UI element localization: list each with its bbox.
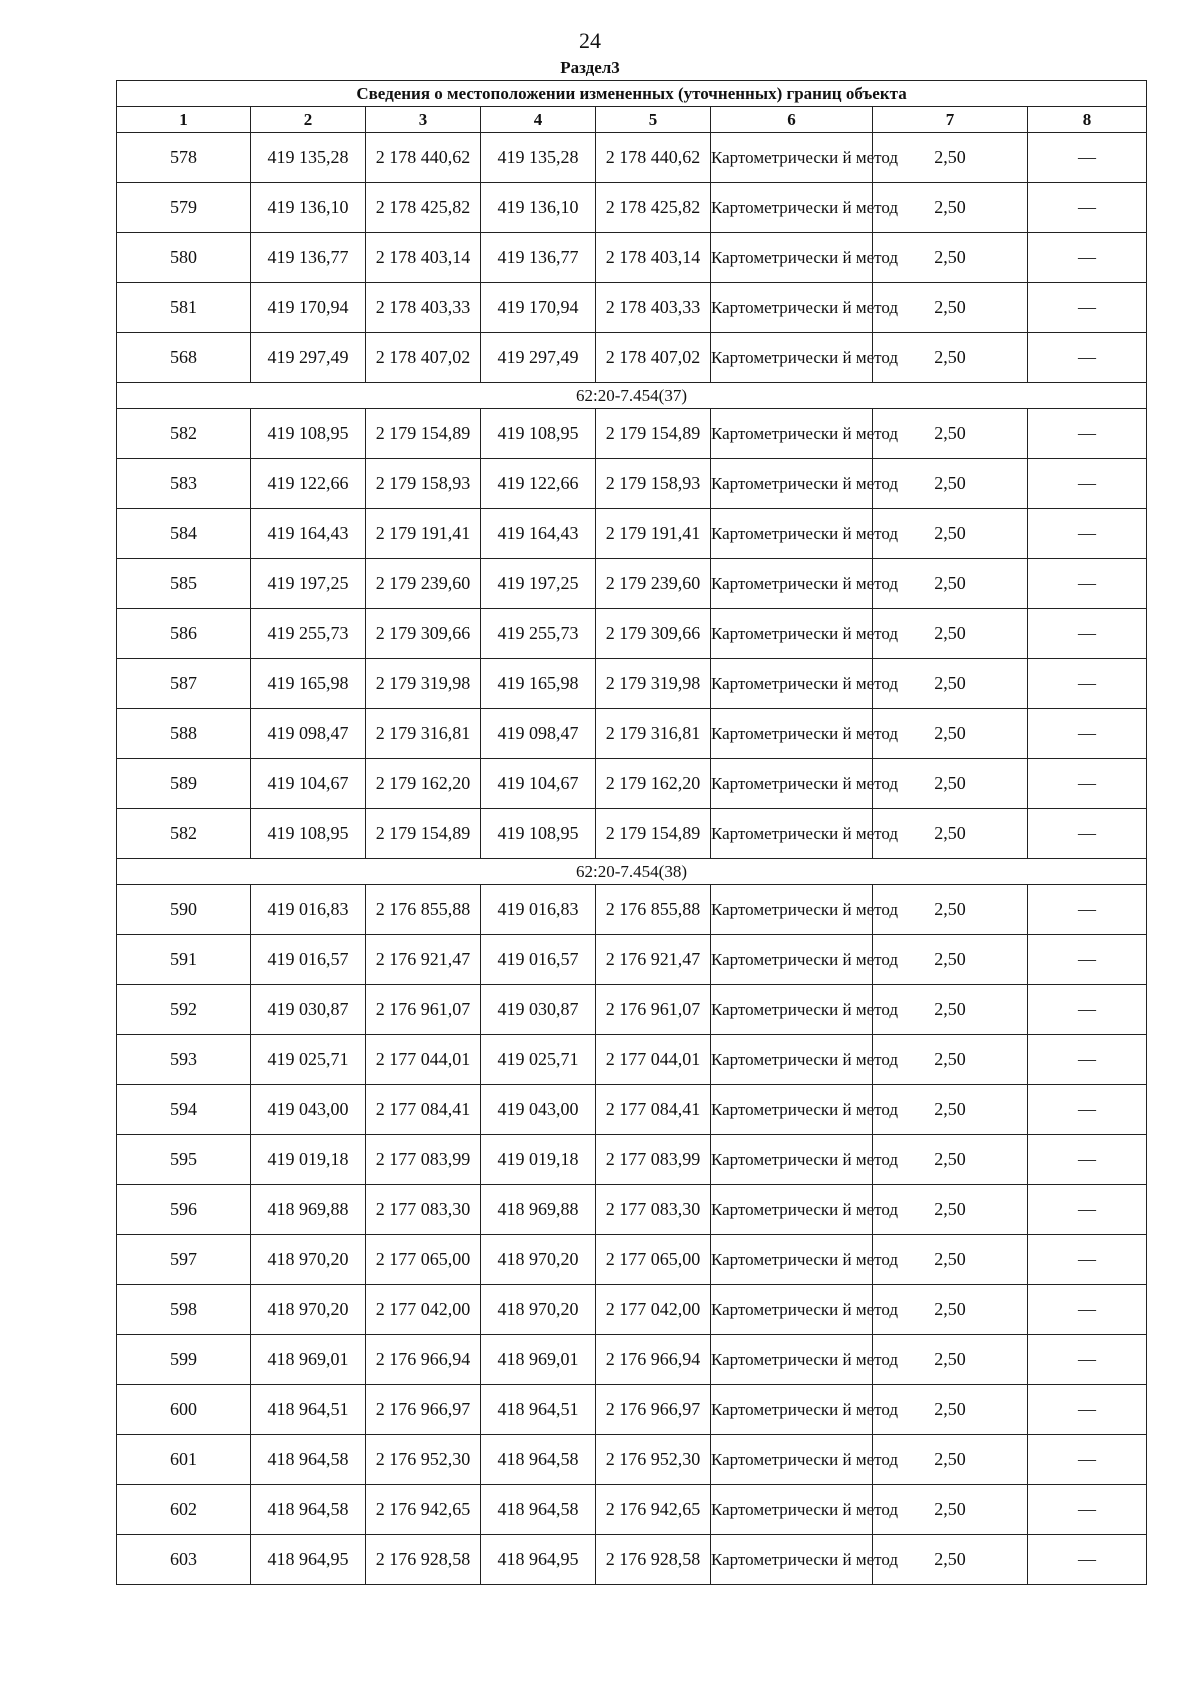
- note-cell: —: [1028, 1285, 1147, 1335]
- y-coord-new-cell: 2 178 425,82: [596, 183, 711, 233]
- point-number-cell: 584: [117, 509, 251, 559]
- accuracy-cell: 2,50: [873, 809, 1028, 859]
- x-coord-new-cell: 419 122,66: [481, 459, 596, 509]
- x-coord-cell: 418 964,95: [251, 1535, 366, 1585]
- y-coord-new-cell: 2 178 407,02: [596, 333, 711, 383]
- x-coord-cell: 418 970,20: [251, 1285, 366, 1335]
- group-header: 62:20-7.454(38): [117, 859, 1147, 885]
- note-cell: —: [1028, 1185, 1147, 1235]
- table-row: [117, 559, 1147, 609]
- note-cell: —: [1028, 609, 1147, 659]
- point-number-cell: 587: [117, 659, 251, 709]
- x-coord-cell: 419 019,18: [251, 1135, 366, 1185]
- note-cell: —: [1028, 759, 1147, 809]
- table-row: [117, 609, 1147, 659]
- y-coord-cell: 2 179 191,41: [366, 509, 481, 559]
- accuracy-cell: 2,50: [873, 1385, 1028, 1435]
- x-coord-cell: 419 043,00: [251, 1085, 366, 1135]
- note-cell: —: [1028, 885, 1147, 935]
- x-coord-cell: 419 164,43: [251, 509, 366, 559]
- y-coord-cell: 2 178 403,14: [366, 233, 481, 283]
- column-number: 3: [366, 107, 481, 133]
- y-coord-cell: 2 179 154,89: [366, 409, 481, 459]
- table-row: [117, 659, 1147, 709]
- method-cell: Картометрически й метод: [711, 183, 873, 233]
- y-coord-cell: 2 176 966,94: [366, 1335, 481, 1385]
- accuracy-cell: 2,50: [873, 885, 1028, 935]
- x-coord-new-cell: 419 165,98: [481, 659, 596, 709]
- table-row: [117, 1335, 1147, 1385]
- table-row: [117, 1035, 1147, 1085]
- x-coord-new-cell: 419 297,49: [481, 333, 596, 383]
- method-cell: Картометрически й метод: [711, 559, 873, 609]
- x-coord-new-cell: 419 043,00: [481, 1085, 596, 1135]
- method-cell: Картометрически й метод: [711, 459, 873, 509]
- y-coord-cell: 2 179 309,66: [366, 609, 481, 659]
- table-row: [117, 809, 1147, 859]
- table-row: [117, 333, 1147, 383]
- x-coord-new-cell: 419 170,94: [481, 283, 596, 333]
- y-coord-cell: 2 178 440,62: [366, 133, 481, 183]
- table-row: [117, 759, 1147, 809]
- accuracy-cell: 2,50: [873, 459, 1028, 509]
- point-number-cell: 592: [117, 985, 251, 1035]
- point-number-cell: 600: [117, 1385, 251, 1435]
- x-coord-new-cell: 419 108,95: [481, 809, 596, 859]
- method-cell: Картометрически й метод: [711, 885, 873, 935]
- method-cell: Картометрически й метод: [711, 1135, 873, 1185]
- method-cell: Картометрически й метод: [711, 409, 873, 459]
- point-number-cell: 579: [117, 183, 251, 233]
- y-coord-cell: 2 179 239,60: [366, 559, 481, 609]
- y-coord-cell: 2 178 407,02: [366, 333, 481, 383]
- note-cell: —: [1028, 1385, 1147, 1435]
- x-coord-new-cell: 418 964,51: [481, 1385, 596, 1435]
- accuracy-cell: 2,50: [873, 509, 1028, 559]
- x-coord-cell: 418 969,01: [251, 1335, 366, 1385]
- x-coord-new-cell: 419 098,47: [481, 709, 596, 759]
- accuracy-cell: 2,50: [873, 709, 1028, 759]
- point-number-cell: 594: [117, 1085, 251, 1135]
- table-row: [117, 709, 1147, 759]
- y-coord-cell: 2 179 316,81: [366, 709, 481, 759]
- x-coord-cell: 419 136,10: [251, 183, 366, 233]
- method-cell: Картометрически й метод: [711, 233, 873, 283]
- note-cell: —: [1028, 333, 1147, 383]
- method-cell: Картометрически й метод: [711, 1035, 873, 1085]
- group-header-row: [117, 383, 1147, 409]
- point-number-cell: 603: [117, 1535, 251, 1585]
- point-number-cell: 589: [117, 759, 251, 809]
- accuracy-cell: 2,50: [873, 1235, 1028, 1285]
- y-coord-cell: 2 177 044,01: [366, 1035, 481, 1085]
- point-number-cell: 580: [117, 233, 251, 283]
- table-title-row: [117, 81, 1147, 107]
- table-row: [117, 409, 1147, 459]
- column-number: 5: [596, 107, 711, 133]
- y-coord-cell: 2 176 921,47: [366, 935, 481, 985]
- column-number: 1: [117, 107, 251, 133]
- note-cell: —: [1028, 985, 1147, 1035]
- table-row: [117, 233, 1147, 283]
- x-coord-new-cell: 418 970,20: [481, 1285, 596, 1335]
- x-coord-new-cell: 419 197,25: [481, 559, 596, 609]
- y-coord-new-cell: 2 177 065,00: [596, 1235, 711, 1285]
- y-coord-new-cell: 2 179 239,60: [596, 559, 711, 609]
- accuracy-cell: 2,50: [873, 1435, 1028, 1485]
- method-cell: Картометрически й метод: [711, 809, 873, 859]
- x-coord-new-cell: 418 969,01: [481, 1335, 596, 1385]
- method-cell: Картометрически й метод: [711, 659, 873, 709]
- accuracy-cell: 2,50: [873, 1535, 1028, 1585]
- y-coord-cell: 2 178 425,82: [366, 183, 481, 233]
- note-cell: —: [1028, 1485, 1147, 1535]
- point-number-cell: 582: [117, 809, 251, 859]
- x-coord-new-cell: 418 969,88: [481, 1185, 596, 1235]
- group-header-row: [117, 859, 1147, 885]
- y-coord-cell: 2 177 065,00: [366, 1235, 481, 1285]
- table-row: [117, 183, 1147, 233]
- x-coord-cell: 419 108,95: [251, 809, 366, 859]
- x-coord-new-cell: 419 016,57: [481, 935, 596, 985]
- x-coord-cell: 418 964,51: [251, 1385, 366, 1435]
- y-coord-new-cell: 2 179 309,66: [596, 609, 711, 659]
- y-coord-new-cell: 2 177 042,00: [596, 1285, 711, 1335]
- table-row: [117, 459, 1147, 509]
- y-coord-new-cell: 2 176 928,58: [596, 1535, 711, 1585]
- y-coord-cell: 2 177 083,99: [366, 1135, 481, 1185]
- y-coord-new-cell: 2 176 952,30: [596, 1435, 711, 1485]
- y-coord-cell: 2 179 162,20: [366, 759, 481, 809]
- accuracy-cell: 2,50: [873, 333, 1028, 383]
- x-coord-cell: 419 255,73: [251, 609, 366, 659]
- x-coord-cell: 419 025,71: [251, 1035, 366, 1085]
- accuracy-cell: 2,50: [873, 985, 1028, 1035]
- y-coord-cell: 2 176 942,65: [366, 1485, 481, 1535]
- table-row: [117, 1435, 1147, 1485]
- column-number: 6: [711, 107, 873, 133]
- point-number-cell: 585: [117, 559, 251, 609]
- x-coord-cell: 419 122,66: [251, 459, 366, 509]
- y-coord-new-cell: 2 179 319,98: [596, 659, 711, 709]
- point-number-cell: 601: [117, 1435, 251, 1485]
- point-number-cell: 593: [117, 1035, 251, 1085]
- y-coord-new-cell: 2 179 162,20: [596, 759, 711, 809]
- accuracy-cell: 2,50: [873, 1285, 1028, 1335]
- y-coord-cell: 2 177 083,30: [366, 1185, 481, 1235]
- method-cell: Картометрически й метод: [711, 609, 873, 659]
- x-coord-new-cell: 419 019,18: [481, 1135, 596, 1185]
- x-coord-cell: 418 969,88: [251, 1185, 366, 1235]
- y-coord-cell: 2 176 966,97: [366, 1385, 481, 1435]
- accuracy-cell: 2,50: [873, 233, 1028, 283]
- table-row: [117, 1135, 1147, 1185]
- note-cell: —: [1028, 409, 1147, 459]
- method-cell: Картометрически й метод: [711, 1435, 873, 1485]
- boundary-table: [116, 80, 1147, 1585]
- y-coord-new-cell: 2 178 440,62: [596, 133, 711, 183]
- point-number-cell: 578: [117, 133, 251, 183]
- y-coord-cell: 2 176 855,88: [366, 885, 481, 935]
- table-title: Сведения о местоположении измененных (уточненных) границ объекта: [117, 81, 1147, 107]
- method-cell: Картометрически й метод: [711, 1335, 873, 1385]
- note-cell: —: [1028, 1535, 1147, 1585]
- x-coord-cell: 419 165,98: [251, 659, 366, 709]
- x-coord-cell: 418 970,20: [251, 1235, 366, 1285]
- y-coord-cell: 2 177 084,41: [366, 1085, 481, 1135]
- table-row: [117, 1235, 1147, 1285]
- method-cell: Картометрически й метод: [711, 709, 873, 759]
- point-number-cell: 568: [117, 333, 251, 383]
- y-coord-new-cell: 2 177 084,41: [596, 1085, 711, 1135]
- method-cell: Картометрически й метод: [711, 1535, 873, 1585]
- y-coord-new-cell: 2 176 966,97: [596, 1385, 711, 1435]
- method-cell: Картометрически й метод: [711, 333, 873, 383]
- note-cell: —: [1028, 809, 1147, 859]
- x-coord-new-cell: 419 016,83: [481, 885, 596, 935]
- x-coord-cell: 419 135,28: [251, 133, 366, 183]
- point-number-cell: 602: [117, 1485, 251, 1535]
- note-cell: —: [1028, 233, 1147, 283]
- note-cell: —: [1028, 459, 1147, 509]
- table-row: [117, 1185, 1147, 1235]
- table-row: [117, 1485, 1147, 1535]
- x-coord-new-cell: 419 104,67: [481, 759, 596, 809]
- method-cell: Картометрически й метод: [711, 1185, 873, 1235]
- x-coord-cell: 419 108,95: [251, 409, 366, 459]
- y-coord-new-cell: 2 179 191,41: [596, 509, 711, 559]
- y-coord-new-cell: 2 176 942,65: [596, 1485, 711, 1535]
- x-coord-new-cell: 419 025,71: [481, 1035, 596, 1085]
- note-cell: —: [1028, 709, 1147, 759]
- table-row: [117, 1385, 1147, 1435]
- table-row: [117, 283, 1147, 333]
- x-coord-new-cell: 419 136,10: [481, 183, 596, 233]
- y-coord-new-cell: 2 179 154,89: [596, 409, 711, 459]
- column-number: 8: [1028, 107, 1147, 133]
- accuracy-cell: 2,50: [873, 133, 1028, 183]
- method-cell: Картометрически й метод: [711, 133, 873, 183]
- accuracy-cell: 2,50: [873, 183, 1028, 233]
- y-coord-new-cell: 2 177 044,01: [596, 1035, 711, 1085]
- note-cell: —: [1028, 1085, 1147, 1135]
- method-cell: Картометрически й метод: [711, 509, 873, 559]
- method-cell: Картометрически й метод: [711, 1235, 873, 1285]
- y-coord-cell: 2 176 952,30: [366, 1435, 481, 1485]
- point-number-cell: 590: [117, 885, 251, 935]
- note-cell: —: [1028, 1435, 1147, 1485]
- point-number-cell: 596: [117, 1185, 251, 1235]
- table-row: [117, 509, 1147, 559]
- y-coord-new-cell: 2 179 316,81: [596, 709, 711, 759]
- column-number-row: [117, 107, 1147, 133]
- x-coord-cell: 419 297,49: [251, 333, 366, 383]
- accuracy-cell: 2,50: [873, 1485, 1028, 1535]
- note-cell: —: [1028, 133, 1147, 183]
- x-coord-new-cell: 418 970,20: [481, 1235, 596, 1285]
- x-coord-cell: 419 016,83: [251, 885, 366, 935]
- method-cell: Картометрически й метод: [711, 985, 873, 1035]
- page-number: 24: [579, 28, 601, 53]
- method-cell: Картометрически й метод: [711, 935, 873, 985]
- point-number-cell: 599: [117, 1335, 251, 1385]
- y-coord-cell: 2 179 154,89: [366, 809, 481, 859]
- accuracy-cell: 2,50: [873, 409, 1028, 459]
- y-coord-new-cell: 2 178 403,14: [596, 233, 711, 283]
- section-label: Раздел3: [560, 58, 620, 77]
- point-number-cell: 597: [117, 1235, 251, 1285]
- note-cell: —: [1028, 283, 1147, 333]
- x-coord-cell: 419 170,94: [251, 283, 366, 333]
- y-coord-new-cell: 2 177 083,99: [596, 1135, 711, 1185]
- y-coord-cell: 2 179 319,98: [366, 659, 481, 709]
- y-coord-new-cell: 2 178 403,33: [596, 283, 711, 333]
- note-cell: —: [1028, 1235, 1147, 1285]
- x-coord-cell: 419 030,87: [251, 985, 366, 1035]
- accuracy-cell: 2,50: [873, 283, 1028, 333]
- x-coord-new-cell: 419 164,43: [481, 509, 596, 559]
- note-cell: —: [1028, 935, 1147, 985]
- column-number: 7: [873, 107, 1028, 133]
- y-coord-new-cell: 2 176 855,88: [596, 885, 711, 935]
- accuracy-cell: 2,50: [873, 1035, 1028, 1085]
- accuracy-cell: 2,50: [873, 759, 1028, 809]
- x-coord-cell: 419 136,77: [251, 233, 366, 283]
- table-row: [117, 935, 1147, 985]
- y-coord-new-cell: 2 179 154,89: [596, 809, 711, 859]
- y-coord-new-cell: 2 179 158,93: [596, 459, 711, 509]
- x-coord-new-cell: 418 964,58: [481, 1435, 596, 1485]
- y-coord-cell: 2 177 042,00: [366, 1285, 481, 1335]
- x-coord-cell: 419 016,57: [251, 935, 366, 985]
- x-coord-cell: 418 964,58: [251, 1435, 366, 1485]
- y-coord-new-cell: 2 176 961,07: [596, 985, 711, 1035]
- x-coord-new-cell: 419 030,87: [481, 985, 596, 1035]
- method-cell: Картометрически й метод: [711, 1485, 873, 1535]
- x-coord-new-cell: 419 108,95: [481, 409, 596, 459]
- point-number-cell: 586: [117, 609, 251, 659]
- y-coord-cell: 2 178 403,33: [366, 283, 481, 333]
- method-cell: Картометрически й метод: [711, 759, 873, 809]
- note-cell: —: [1028, 1135, 1147, 1185]
- y-coord-new-cell: 2 176 921,47: [596, 935, 711, 985]
- point-number-cell: 588: [117, 709, 251, 759]
- point-number-cell: 598: [117, 1285, 251, 1335]
- x-coord-new-cell: 419 136,77: [481, 233, 596, 283]
- accuracy-cell: 2,50: [873, 559, 1028, 609]
- y-coord-cell: 2 176 961,07: [366, 985, 481, 1035]
- x-coord-new-cell: 419 135,28: [481, 133, 596, 183]
- accuracy-cell: 2,50: [873, 1085, 1028, 1135]
- y-coord-cell: 2 176 928,58: [366, 1535, 481, 1585]
- accuracy-cell: 2,50: [873, 659, 1028, 709]
- x-coord-cell: 418 964,58: [251, 1485, 366, 1535]
- method-cell: Картометрически й метод: [711, 1085, 873, 1135]
- point-number-cell: 591: [117, 935, 251, 985]
- x-coord-cell: 419 098,47: [251, 709, 366, 759]
- table-row: [117, 1285, 1147, 1335]
- point-number-cell: 595: [117, 1135, 251, 1185]
- note-cell: —: [1028, 183, 1147, 233]
- accuracy-cell: 2,50: [873, 1335, 1028, 1385]
- x-coord-new-cell: 418 964,58: [481, 1485, 596, 1535]
- accuracy-cell: 2,50: [873, 1185, 1028, 1235]
- method-cell: Картометрически й метод: [711, 1285, 873, 1335]
- note-cell: —: [1028, 509, 1147, 559]
- accuracy-cell: 2,50: [873, 1135, 1028, 1185]
- note-cell: —: [1028, 1335, 1147, 1385]
- point-number-cell: 582: [117, 409, 251, 459]
- x-coord-cell: 419 197,25: [251, 559, 366, 609]
- x-coord-new-cell: 418 964,95: [481, 1535, 596, 1585]
- table-body: [117, 133, 1147, 1585]
- column-number: 4: [481, 107, 596, 133]
- y-coord-new-cell: 2 176 966,94: [596, 1335, 711, 1385]
- y-coord-new-cell: 2 177 083,30: [596, 1185, 711, 1235]
- accuracy-cell: 2,50: [873, 935, 1028, 985]
- table-row: [117, 133, 1147, 183]
- table-row: [117, 1535, 1147, 1585]
- note-cell: —: [1028, 559, 1147, 609]
- group-header: 62:20-7.454(37): [117, 383, 1147, 409]
- column-number: 2: [251, 107, 366, 133]
- x-coord-new-cell: 419 255,73: [481, 609, 596, 659]
- table-row: [117, 985, 1147, 1035]
- method-cell: Картометрически й метод: [711, 1385, 873, 1435]
- accuracy-cell: 2,50: [873, 609, 1028, 659]
- table-row: [117, 885, 1147, 935]
- method-cell: Картометрически й метод: [711, 283, 873, 333]
- note-cell: —: [1028, 659, 1147, 709]
- x-coord-cell: 419 104,67: [251, 759, 366, 809]
- point-number-cell: 581: [117, 283, 251, 333]
- table-row: [117, 1085, 1147, 1135]
- note-cell: —: [1028, 1035, 1147, 1085]
- point-number-cell: 583: [117, 459, 251, 509]
- y-coord-cell: 2 179 158,93: [366, 459, 481, 509]
